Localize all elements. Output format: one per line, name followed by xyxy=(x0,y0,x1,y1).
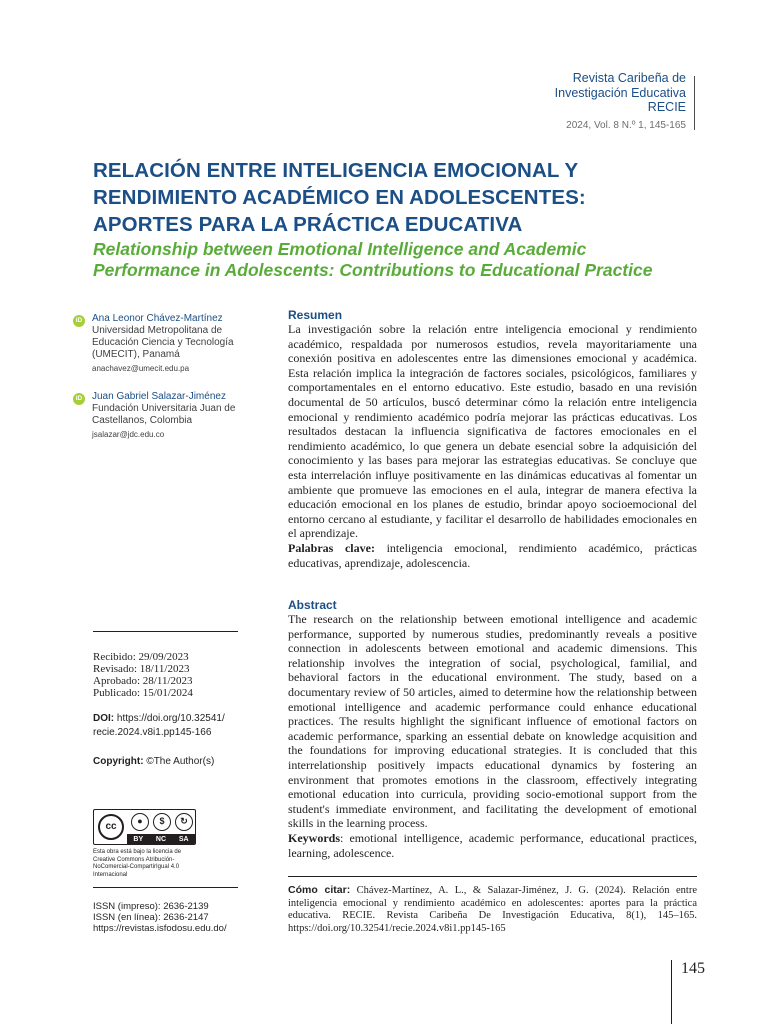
doi-block xyxy=(93,712,253,740)
article-title-line3: APORTES PARA LA PRÁCTICA EDUCATIVA xyxy=(93,213,523,236)
journal-divider xyxy=(694,76,695,130)
journal-issue: 2024, Vol. 8 N.º 1, 145-165 xyxy=(566,119,686,131)
citation-text: Chávez-Martínez, A. L., & Salazar-Jiménez, J. G. (2024). Relación entre inteligencia emocional y rendimiento académico en adolescentes: aportes para la práctica educativa. RECIE. Revista Caribeña De Investigación Educativa, 8(1), 145–165. https://doi.org/10.32541/recie.2024.v8i1.pp145-165 xyxy=(288,885,698,934)
cc-terms-bar xyxy=(127,834,195,844)
article-title xyxy=(93,157,713,238)
article-subtitle-line1: Relationship between Emotional Intelligence and Academic xyxy=(93,239,587,259)
abstract-keywords xyxy=(288,831,697,860)
copyright xyxy=(93,756,214,767)
issn-block xyxy=(93,901,227,934)
issn-divider xyxy=(93,887,238,888)
cc-by-label: BY xyxy=(133,835,144,843)
license-text-line1: Esta obra está bajo la licencia de xyxy=(93,849,182,855)
orcid-icon[interactable]: iD xyxy=(73,315,85,327)
cc-sa-label: SA xyxy=(178,835,189,843)
author-2 xyxy=(73,391,248,440)
abstract-heading: Abstract xyxy=(288,598,337,612)
doi-link-part1[interactable]: https://doi.org/10.32541/ xyxy=(114,713,225,724)
attribution-icon: ● xyxy=(131,813,149,831)
license-text-line4: Internacional xyxy=(93,871,128,878)
journal-header xyxy=(555,71,686,131)
keywords-label: Keywords xyxy=(288,830,340,845)
author-affiliation-line1: Universidad Metropolitana de xyxy=(92,325,223,336)
license-text xyxy=(93,849,228,879)
article-dates xyxy=(93,651,193,699)
revised-date: Revisado: 18/11/2023 xyxy=(93,663,190,675)
published-date: Publicado: 15/01/2024 xyxy=(93,687,193,699)
approved-date: Aprobado: 28/11/2023 xyxy=(93,675,193,687)
cc-icon: cc xyxy=(98,814,124,840)
citation-label: Cómo citar: xyxy=(288,884,351,896)
doi-link-part2[interactable]: recie.2024.v8i1.pp145-166 xyxy=(93,727,212,738)
issn-print: ISSN (impreso): 2636-2139 xyxy=(93,901,209,912)
journal-name-line3: RECIE xyxy=(647,100,686,114)
journal-name-line1: Revista Caribeña de xyxy=(572,71,686,85)
citation-divider xyxy=(288,876,697,877)
citation-block xyxy=(288,884,697,935)
article-title-line1: RELACIÓN ENTRE INTELIGENCIA EMOCIONAL Y xyxy=(93,159,579,182)
article-subtitle-line2: Performance in Adolescents: Contributions to Educational Practice xyxy=(93,260,653,280)
journal-name-line2: Investigación Educativa xyxy=(554,85,686,100)
author-name[interactable]: Juan Gabriel Salazar-Jiménez xyxy=(92,391,226,402)
cc-nc-label: NC xyxy=(155,835,167,843)
received-date: Recibido: 29/09/2023 xyxy=(93,651,189,663)
author-1 xyxy=(73,313,248,374)
author-email[interactable]: anachavez@umecit.edu.pa xyxy=(92,364,190,373)
keywords-value: inteligencia emocional, rendimiento académico, prácticas educativas, aprendizaje, adolescencia. xyxy=(288,540,697,570)
sharealike-icon: ↻ xyxy=(175,813,193,831)
abstract-text: The research on the relationship between emotional intelligence and academic performance, supported by numerous studies, predominantly reveals a positive connection in adolescents between emotional and academic dimensions. This relationship involves the integration of social, psychological, familial, and behavioral factors in the educational environment. The study, based on a documentary review of 50 articles, aimed to determine how the relationship between emotional intelligence and academic performance could enhance educational practices. The results highlight the significant influence of emotional factors on academic performance, sparking an essential debate on knowledge acquisition and the foundations for improving educational strategies. It is concluded that this interrelationship positively impacts educational dynamics by fostering an environment that promotes emotions in the classroom, effectively integrating emotional education into curricula, providing socio-emotional support from the student's immediate environment, and facilitating the development of emotional skills in the learning process. xyxy=(288,612,697,831)
issn-online: ISSN (en línea): 2636-2147 xyxy=(93,912,209,923)
copyright-label: Copyright: xyxy=(93,756,144,767)
page-number-divider xyxy=(671,960,672,1024)
article-subtitle xyxy=(93,239,713,281)
resumen-text: La investigación sobre la relación entre inteligencia emocional y rendimiento académico, respaldada por numerosos estudios, revela mayoritariamente una conexión positiva en adolescentes entre las dimensiones emocional y académica. Esta relación implica la integración de factores sociales, psicológicos, familiares y comportamentales en el entorno educativo. Este estudio, basado en una revisión documental de 50 artículos, buscó determinar cómo la relación entre inteligencia emocional y rendimiento académico podría mejorar las prácticas educativas. Los resultados destacan la influencia significativa de factores emocionales en el rendimiento académico, lo que genera un debate esencial sobre la adquisición del conocimiento y las bases para mejorar las estrategias educativas. Se concluye que esta interrelación influye positivamente en las dinámicas educativas al fomentar un ambiente que promueve las emociones en el aula, integrar de manera efectiva la educación emocional en los planes de estudio, brindar apoyo socioemocional del entorno cercano al estudiante, y facilitar el desarrollo de habilidades emocionales en el aprendizaje. xyxy=(288,322,697,541)
noncommercial-icon: $ xyxy=(153,813,171,831)
author-name[interactable]: Ana Leonor Chávez-Martínez xyxy=(92,313,223,324)
license-text-line2: Creative Commons Atribución- xyxy=(93,856,175,863)
author-email[interactable]: jsalazar@jdc.edu.co xyxy=(92,430,165,439)
abstract-body xyxy=(288,612,697,860)
doi-label: DOI: xyxy=(93,713,115,724)
author-affiliation-line2: Castellanos, Colombia xyxy=(92,415,193,426)
copyright-value: ©The Author(s) xyxy=(143,756,215,767)
resumen-heading: Resumen xyxy=(288,308,343,322)
author-affiliation-line3: (UMECIT), Panamá xyxy=(92,349,180,360)
resumen-keywords xyxy=(288,541,697,570)
author-affiliation-line2: Educación Ciencia y Tecnología xyxy=(92,337,234,348)
page-number: 145 xyxy=(681,960,705,977)
article-title-line2: RENDIMIENTO ACADÉMICO EN ADOLESCENTES: xyxy=(93,186,586,209)
dates-divider xyxy=(93,631,238,632)
license-text-line3: NoComercial-CompartirIgual 4.0 xyxy=(93,864,180,870)
journal-url[interactable]: https://revistas.isfodosu.edu.do/ xyxy=(93,923,227,934)
cc-license-badge[interactable] xyxy=(93,809,196,845)
orcid-icon[interactable]: iD xyxy=(73,393,85,405)
keywords-value: : emotional intelligence, academic performance, educational practices, learning, adolescence. xyxy=(288,830,697,860)
author-affiliation-line1: Fundación Universitaria Juan de xyxy=(92,403,236,414)
resumen-body xyxy=(288,322,697,570)
keywords-label: Palabras clave: xyxy=(288,540,375,555)
